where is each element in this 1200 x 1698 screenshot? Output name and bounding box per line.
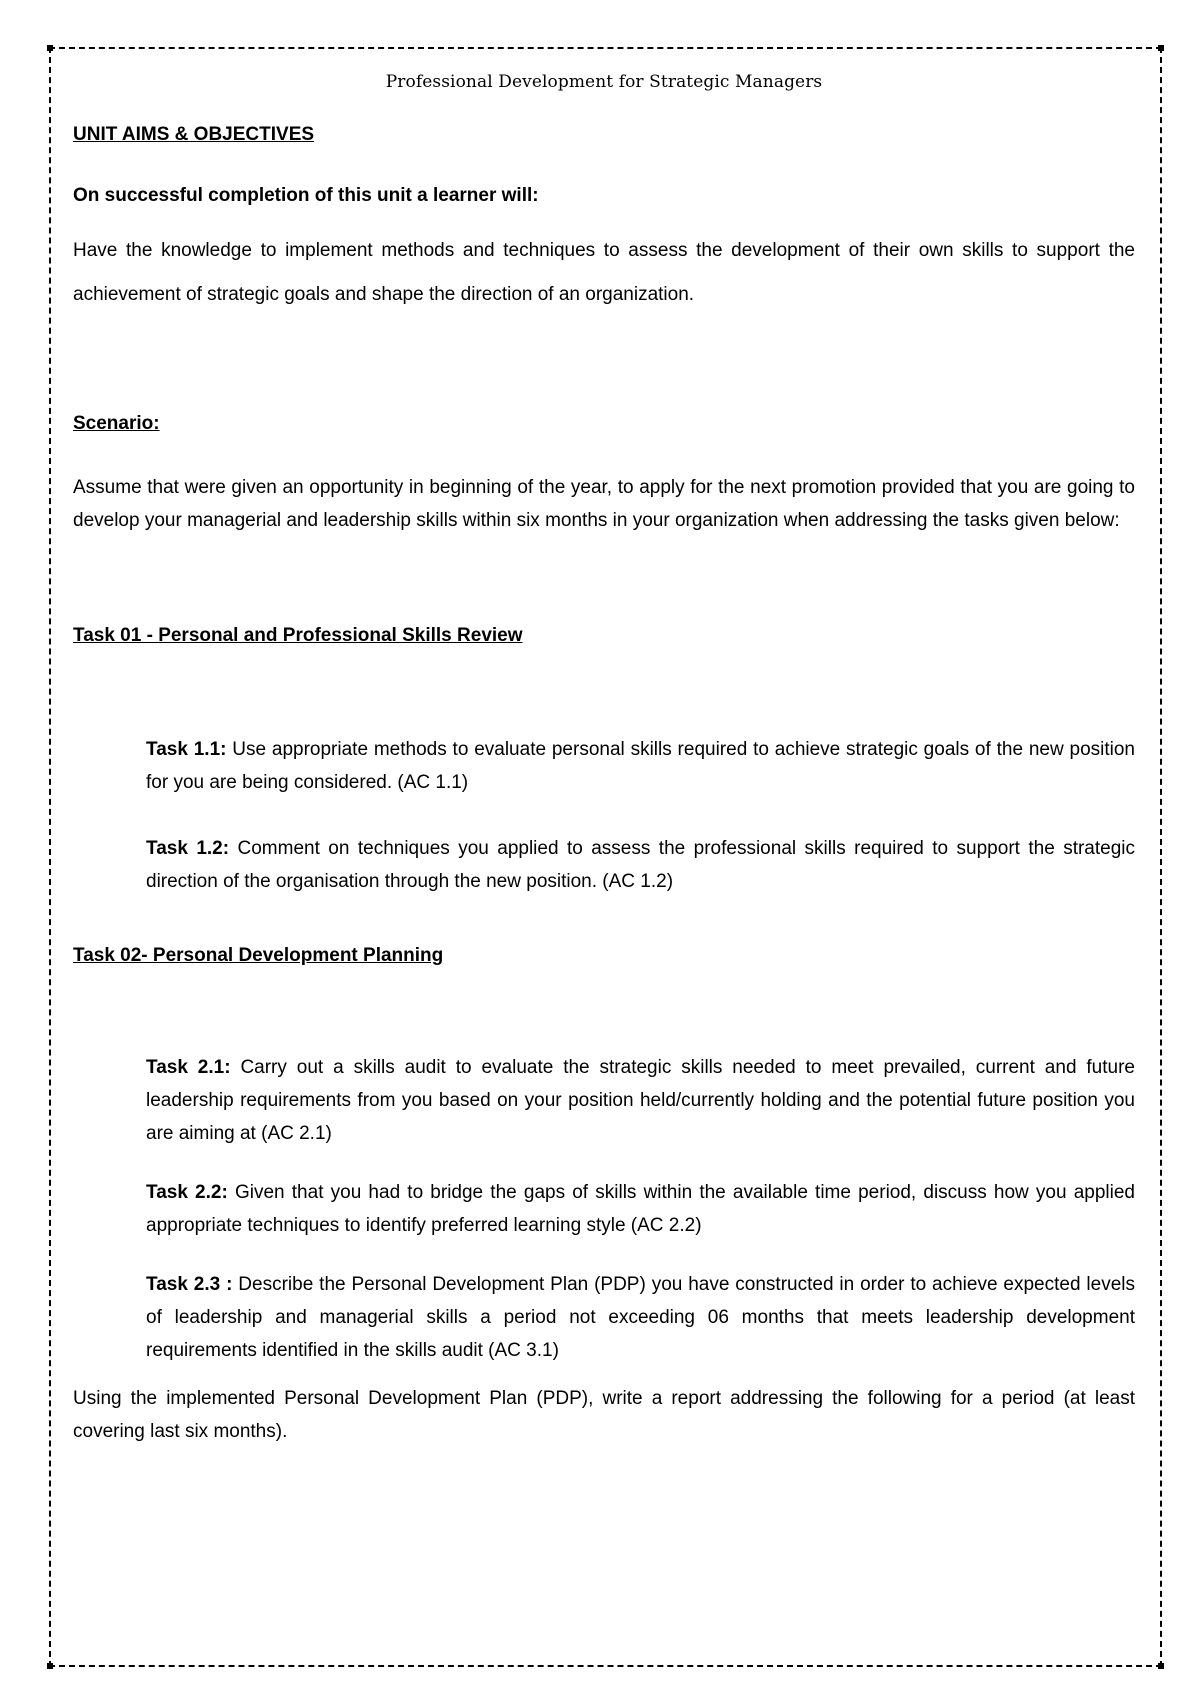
closing-paragraph: Using the implemented Personal Development Plan (PDP), write a report addressing the following for a period (at least covering last six months). xyxy=(73,1388,1135,1442)
task-1-2-text: Comment on techniques you applied to assess the professional skills required to support the strategic direction of the organisation through the new position. (AC 1.2) xyxy=(146,838,1135,892)
document-content xyxy=(73,70,1135,1448)
task-2-2-label: Task 2.2: xyxy=(146,1182,228,1203)
task-1-1-label: Task 1.1: xyxy=(146,739,227,760)
unit-intro: On successful completion of this unit a learner will: xyxy=(73,185,539,206)
border-corner-bottom-right xyxy=(1158,1663,1164,1669)
task01-heading: Task 01 - Personal and Professional Skills Review xyxy=(73,625,523,646)
task-1-2 xyxy=(73,832,1135,898)
task-2-3 xyxy=(73,1268,1135,1367)
task-2-3-label: Task 2.3 : xyxy=(146,1274,233,1295)
task-2-1-label: Task 2.1: xyxy=(146,1057,231,1078)
unit-aims-heading: UNIT AIMS & OBJECTIVES xyxy=(73,124,315,145)
border-corner-top-right xyxy=(1158,45,1164,51)
border-corner-bottom-left xyxy=(47,1663,53,1669)
task-2-2-text: Given that you had to bridge the gaps of skills within the available time period, discuss how you applied appropriate techniques to identify preferred learning style (AC 2.2) xyxy=(146,1182,1135,1236)
task-2-3-text: Describe the Personal Development Plan (PDP) you have constructed in order to achieve expected levels of leadership and managerial skills a period not exceeding 06 months that meets leadership development requirements identified in the skills audit (AC 3.1) xyxy=(146,1274,1135,1361)
task-2-1-text: Carry out a skills audit to evaluate the strategic skills needed to meet prevailed, current and future leadership requirements from you based on your position held/currently holding and the potential future position you are aiming at (AC 2.1) xyxy=(146,1057,1135,1144)
unit-aim-paragraph: Have the knowledge to implement methods and techniques to assess the development of their own skills to support the achievement of strategic goals and shape the direction of an organization. xyxy=(73,240,1135,305)
task-2-2 xyxy=(73,1176,1135,1242)
task-2-1 xyxy=(73,1051,1135,1150)
running-header: Professional Development for Strategic Managers xyxy=(385,72,823,92)
task-1-1 xyxy=(73,733,1135,799)
border-corner-top-left xyxy=(47,45,53,51)
task02-heading: Task 02- Personal Development Planning xyxy=(73,945,444,966)
scenario-heading: Scenario: xyxy=(73,413,160,434)
task-1-2-label: Task 1.2: xyxy=(146,838,230,859)
task-1-1-text: Use appropriate methods to evaluate personal skills required to achieve strategic goals of the new position for you are being considered. (AC 1.1) xyxy=(146,739,1135,793)
scenario-paragraph: Assume that were given an opportunity in beginning of the year, to apply for the next promotion provided that you are going to develop your managerial and leadership skills within six months in your organization when addressing the tasks given below: xyxy=(73,477,1135,531)
